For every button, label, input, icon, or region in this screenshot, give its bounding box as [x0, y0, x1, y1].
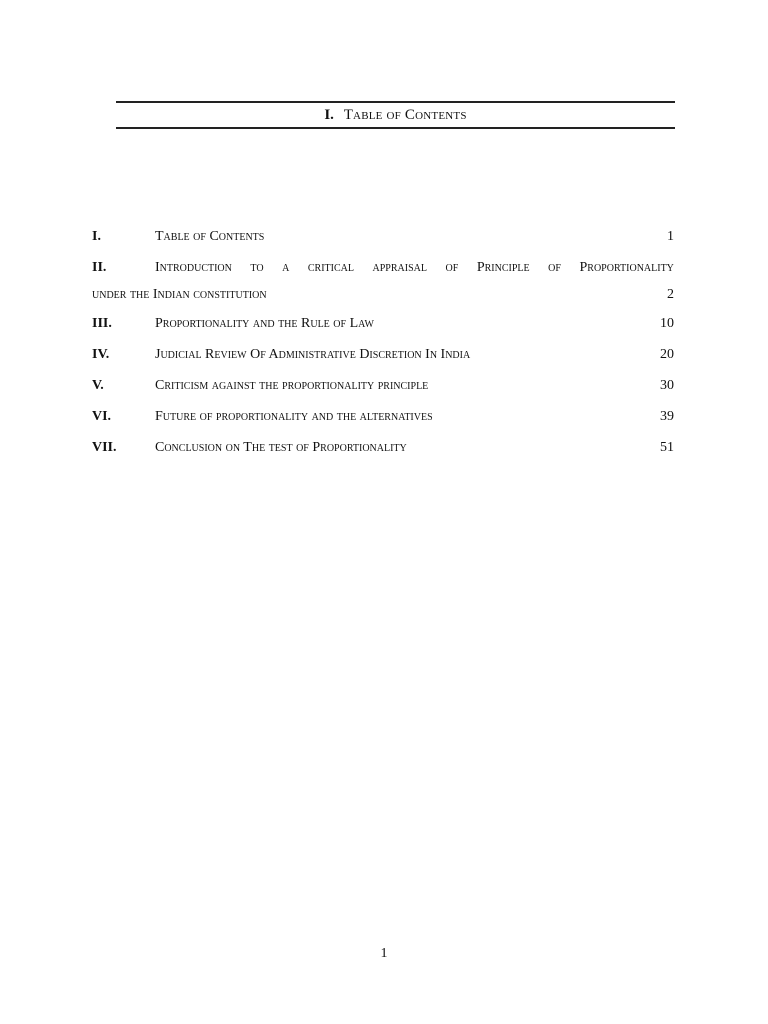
toc-title: Judicial Review Of Administrative Discretion In India	[155, 347, 471, 362]
toc-page: 10	[660, 316, 674, 331]
toc-title: Future of proportionality and the alternatives	[155, 409, 433, 424]
toc-entry-3[interactable]	[92, 313, 674, 344]
toc-page: 30	[660, 378, 674, 393]
toc-page: 39	[660, 409, 674, 424]
toc-entry-1[interactable]	[92, 226, 674, 257]
page-number: 1	[380, 946, 388, 961]
toc-title-word: to	[250, 260, 264, 275]
toc-title: Table of Contents	[155, 229, 265, 244]
toc-entry-7[interactable]	[92, 437, 674, 468]
toc-entry-6[interactable]	[92, 406, 674, 437]
heading-number: I.	[324, 107, 334, 123]
toc-title-line1	[155, 257, 674, 279]
toc-title: Proportionality and the Rule of Law	[155, 316, 374, 331]
toc-title-word: Principle	[476, 260, 530, 275]
toc-number: I.	[92, 229, 101, 244]
toc-title-word: of	[445, 260, 459, 275]
toc-title-word: Proportionality	[579, 260, 674, 275]
toc-page: 51	[660, 440, 674, 455]
toc-number: IV.	[92, 347, 110, 362]
toc-title-word: appraisal	[372, 260, 427, 275]
toc-page: 1	[667, 229, 674, 244]
toc-entry-2[interactable]	[92, 257, 674, 313]
toc-title-word: critical	[307, 260, 354, 275]
table-of-contents	[92, 226, 674, 468]
toc-title-word: Introduction	[155, 260, 232, 275]
toc-page: 20	[660, 347, 674, 362]
section-heading	[116, 101, 675, 129]
toc-entry-4[interactable]	[92, 344, 674, 375]
toc-entry-5[interactable]	[92, 375, 674, 406]
toc-number: VI.	[92, 409, 112, 424]
toc-number: III.	[92, 316, 112, 331]
toc-title-word: of	[548, 260, 561, 275]
toc-number: VII.	[92, 440, 117, 455]
toc-page: 2	[667, 287, 674, 302]
toc-number: II.	[92, 260, 107, 275]
toc-title-word: a	[282, 260, 290, 275]
toc-title: Conclusion on The test of Proportionality	[155, 440, 407, 455]
toc-number: V.	[92, 378, 104, 393]
heading-title: Table of Contents	[343, 107, 467, 123]
toc-title-line2: under the Indian constitution	[92, 287, 267, 302]
toc-title: Criticism against the proportionality principle	[155, 378, 429, 393]
